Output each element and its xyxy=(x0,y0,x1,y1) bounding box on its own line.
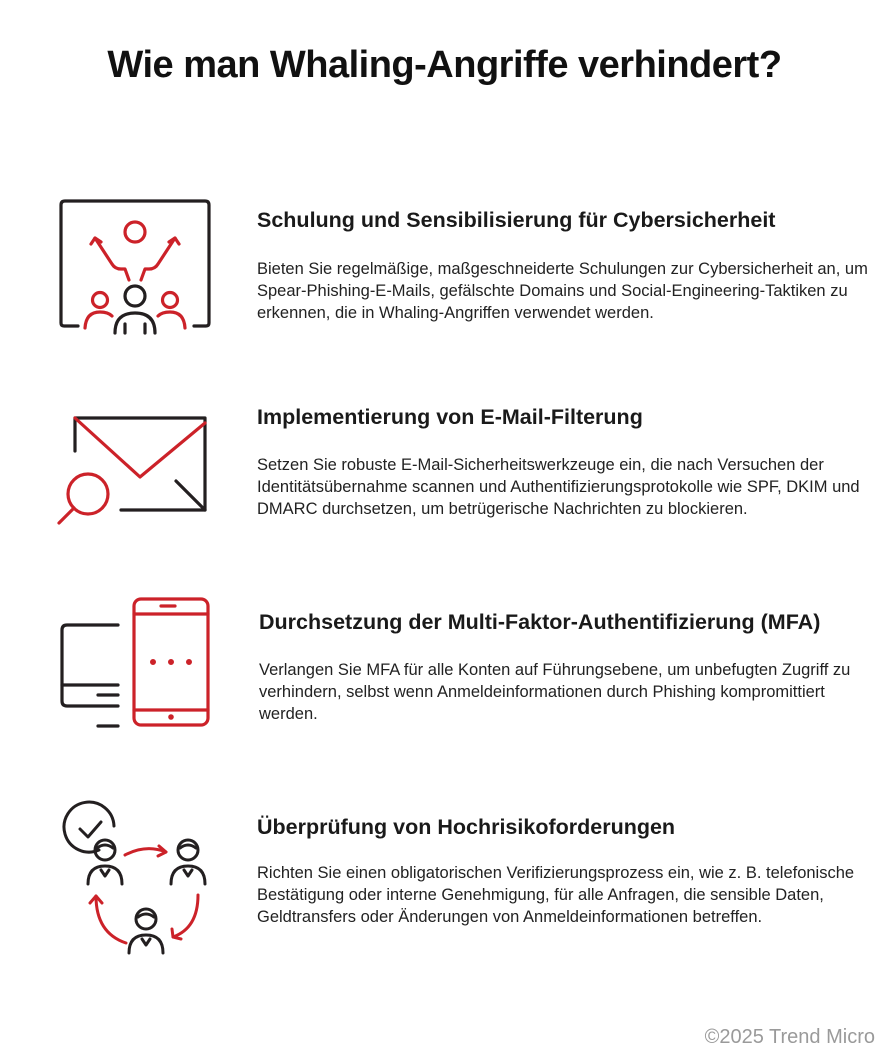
training-audience-icon xyxy=(58,198,212,338)
item-description: Bieten Sie regelmäßige, maßgeschneiderte Schulungen zur Cybersicherheit an, um Spear-Phishing-E-Mails, gefälschte Domains und Social-Engineering-Taktiken zu erkennen, die in Whaling-Angriffen verwendet werden. xyxy=(257,260,868,322)
item-description: Setzen Sie robuste E-Mail-Sicherheitswerkzeuge ein, die nach Versuchen der Identitätsübernahme scannen und Authentifizierungsprotokolle wie SPF, DKIM und DMARC durchsetzen, um betrügerische Nachrichten zu blockieren. xyxy=(257,456,860,518)
approval-workflow-icon xyxy=(58,800,212,960)
item-description: Verlangen Sie MFA für alle Konten auf Führungsebene, um unbefugten Zugriff zu verhindern, selbst wenn Anmeldeinformationen durch Phishing kompromittiert werden. xyxy=(259,661,851,723)
item-heading: Implementierung von E-Mail-Filterung xyxy=(257,405,643,429)
email-magnifier-icon xyxy=(55,415,210,530)
monitor-phone-icon xyxy=(58,596,212,730)
item-description: Richten Sie einen obligatorischen Verifizierungsprozess ein, wie z. B. telefonische Bestätigung oder interne Genehmigung, für alle Anfragen, die sensible Daten, Geldtransfers oder Änderungen von Anmeldeinformationen betreffen. xyxy=(257,864,855,926)
copyright-footer: ©2025 Trend Micro xyxy=(704,1026,875,1048)
item-heading: Überprüfung von Hochrisikoforderungen xyxy=(257,815,676,839)
item-heading: Durchsetzung der Multi-Faktor-Authentifizierung (MFA) xyxy=(259,610,821,634)
page-title: Wie man Whaling-Angriffe verhindert? xyxy=(107,44,782,86)
item-heading: Schulung und Sensibilisierung für Cybersicherheit xyxy=(257,208,776,232)
